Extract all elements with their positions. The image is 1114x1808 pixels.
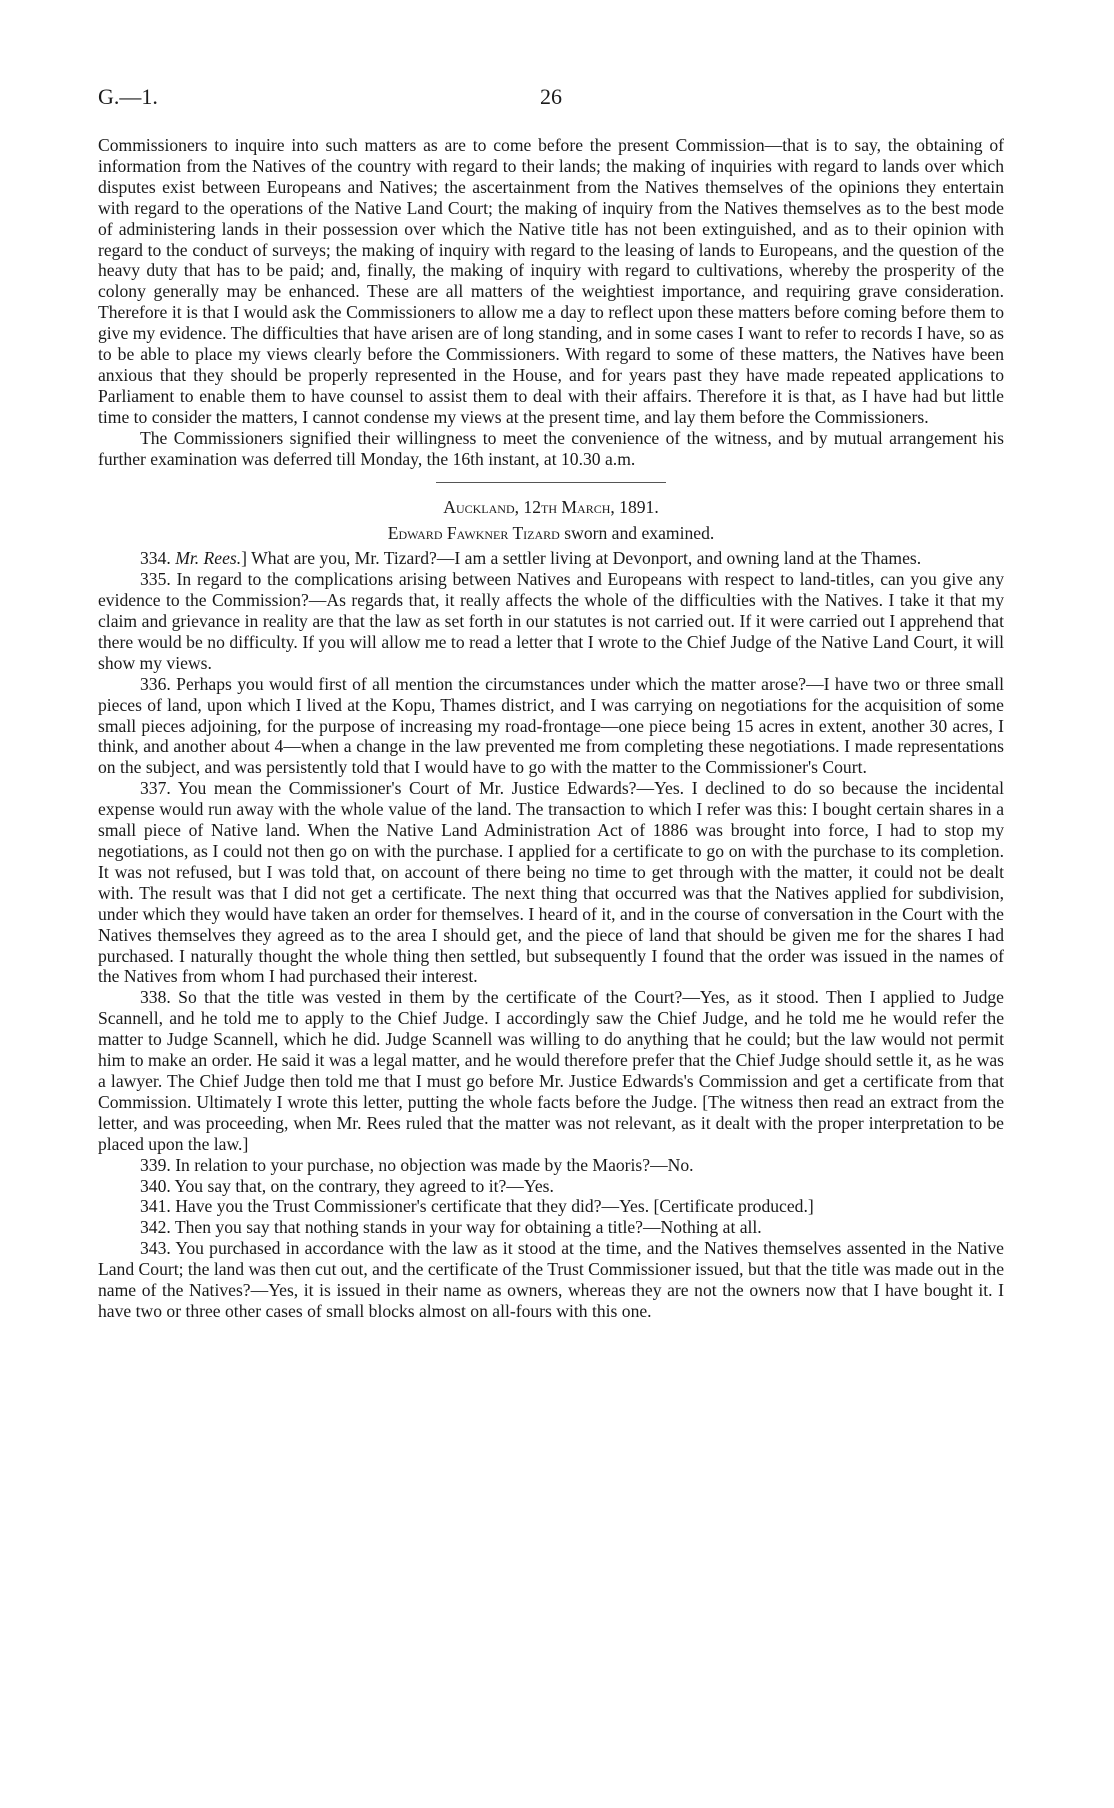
question-334: 334. Mr. Rees.] What are you, Mr. Tizard?—I am a settler living at Devonport, and owning land at the Thames.	[140, 548, 922, 569]
witness-heading	[98, 523, 1004, 544]
question-336: 336. Perhaps you would first of all mention the circumstances under which the matter arose?—I have two or three small pieces of land, upon which I lived at the Kopu, Thames district, and I was carrying on negotiations for the acquisition of some small pieces adjoining, for the purpose of increasing my road-frontage—one piece being 15 acres in extent, another 30 acres, I think, and another about 4—when a change in the law prevented me from completing these negotiations. I made representations on the subject, and was persistently told that I would have to go with the matter to the Commissioner's Court.	[98, 673, 1004, 778]
witness-name: Edward Fawkner Tizard	[387, 523, 560, 544]
question-342: 342. Then you say that nothing stands in your way for obtaining a title?—Nothing at all.	[140, 1217, 762, 1238]
question-337: 337. You mean the Commissioner's Court of Mr. Justice Edwards?—Yes. I declined to do so because the incidental expense would run away with the whole value of the land. The transaction to which I refer was this: I bought certain shares in a small piece of Native land. When the Native Land Administration Act of 1886 was brought into force, I had to stop my negotiations, as I could not then go on with the purchase. I applied for a certificate to go on with the purchase to its completion. It was not refused, but I was told that, on account of there being no time to get through with the matter, it could not be dealt with. The result was that I did not get a certificate. The next thing that occurred was that the Natives applied for subdivision, under which they would have taken an order for themselves. I heard of it, and in the course of conversation in the Court with the Natives themselves they agreed as to the area I should get, and the piece of land that should be given me for the shares I had purchased. I naturally thought the whole thing then settled, but subsequently I found that the order was issued in the names of the Natives from whom I had purchased their interest.	[98, 778, 1004, 987]
section-divider	[436, 482, 666, 483]
page-body	[98, 135, 1004, 1322]
question-335: 335. In regard to the complications arising between Natives and Europeans with respect to land-titles, can you give any evidence to the Commission?—As regards that, it really affects the whole of the difficulties with the Natives. I take it that my claim and grievance in reality are that the law as set forth in our statutes is not carried out. If it were carried out I apprehend that there would be no difficulty. If you will allow me to read a letter that I wrote to the Chief Judge of the Native Land Court, it will show my views.	[98, 569, 1004, 673]
adjournment-note: The Commissioners signified their willingness to meet the convenience of the witness, and by mutual arrangement his further examination was deferred till Monday, the 16th instant, at 10.30 a.m.	[98, 427, 1004, 469]
question-339: 339. In relation to your purchase, no objection was made by the Maoris?—No.	[140, 1154, 694, 1175]
speaker-name: Mr. Rees.	[175, 548, 242, 569]
question-343: 343. You purchased in accordance with the law as it stood at the time, and the Natives themselves assented in the Native Land Court; the land was then cut out, and the certificate of the Trust Commissioner issued, but that the title was made out in the name of the Natives?—Yes, it is issued in their name as owners, whereas they are not the owners now that I have bought it. I have two or three other cases of small blocks almost on all-fours with this one.	[98, 1238, 1004, 1321]
witness-status: sworn and examined.	[564, 523, 715, 544]
page-number: 26	[540, 84, 562, 109]
question-340: 340. You say that, on the contrary, they agreed to it?—Yes.	[140, 1175, 554, 1196]
question-text: What are you, Mr. Tizard?—I am a settler living at Devonport, and owning land at the Thames.	[251, 548, 922, 569]
question-341: 341. Have you the Trust Commissioner's certificate that they did?—Yes. [Certificate produced.]	[140, 1196, 814, 1217]
document-reference: G.—1.	[98, 84, 158, 109]
question-number: 334.	[140, 548, 171, 569]
intro-paragraph: Commissioners to inquire into such matters as are to come before the present Commission—that is to say, the obtaining of information from the Natives of the country with regard to their lands; the making of inquiries with regard to lands over which disputes exist between Europeans and Natives; the ascertainment from the Natives themselves of the opinions they entertain with regard to the operations of the Native Land Court; the making of inquiry from the Natives themselves as to the best mode of administering lands in their possession over which the Native title has not been extinguished, and as to their opinion with regard to the conduct of surveys; the making of inquiry with regard to the leasing of lands to Europeans, and the question of the heavy duty that has to be paid; and, finally, the making of inquiry with regard to cultivations, whereby the prosperity of the colony generally may be enhanced. These are all matters of the weightiest importance, and requiring grave consideration. Therefore it is that I would ask the Commissioners to allow me a day to reflect upon these matters before coming before them to give my evidence. The difficulties that have arisen are of long standing, and in some cases I want to refer to records I have, so as to be able to place my views clearly before the Commissioners. With regard to some of these matters, the Natives have been anxious that they should be properly represented in the House, and for years past they have made repeated applications to Parliament to enable them to have counsel to assist them to deal with their affairs. Therefore it is that, as I have had but little time to consider the matters, I cannot condense my views at the present time, and lay them before the Commissioners.	[98, 135, 1004, 427]
question-338: 338. So that the title was vested in them by the certificate of the Court?—Yes, as it stood. Then I applied to Judge Scannell, and he told me to apply to the Chief Judge. I accordingly saw the Chief Judge, and he told me he would refer the matter to Judge Scannell, which he did. Judge Scannell was willing to do anything that he could; but the law would not permit him to make an order. He said it was a legal matter, and he would therefore prefer that the Chief Judge should settle it, as he was a lawyer. The Chief Judge then told me that I must go before Mr. Justice Edwards's Commission and get a certificate from that Commission. Ultimately I wrote this letter, putting the whole facts before the Judge. [The witness then read an extract from the letter, and was proceeding, when Mr. Rees ruled that the matter was not relevant, as it dealt with the proper interpretation to be placed upon the law.]	[98, 987, 1004, 1154]
page-header	[98, 84, 1004, 114]
dateline: Auckland, 12th March, 1891.	[443, 496, 659, 517]
